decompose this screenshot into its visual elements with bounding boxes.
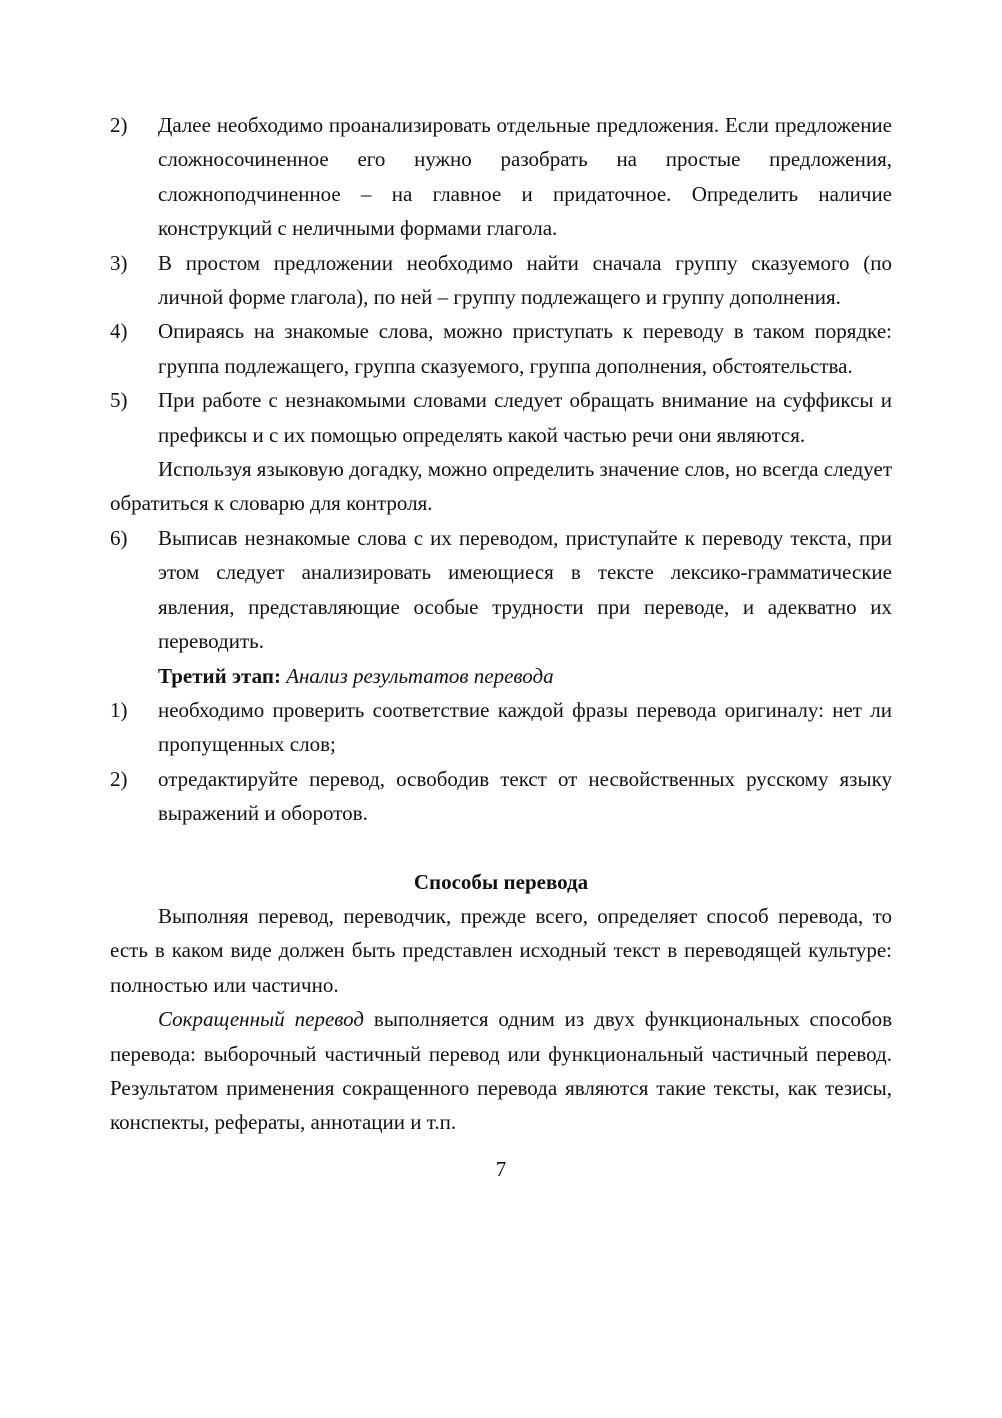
list-item (110, 521, 892, 659)
list-item (110, 383, 892, 452)
list-item-text: В простом предложении необходимо найти сначала группу сказуемого (по личной форме глагола), по ней – группу подлежащего и группу дополнения. (158, 250, 892, 310)
list-item-text: Далее необходимо проанализировать отдельные предложения. Если предложение сложносочиненное его нужно разобрать на простые предложения, сложноподчиненное – на главное и придаточное. Определить наличие конструкций с неличными формами глагола. (158, 113, 892, 241)
term-abridged-translation: Сокращенный перевод (158, 1007, 364, 1032)
page-number: 7 (495, 1156, 507, 1181)
list-item-text: При работе с незнакомыми словами следует обращать внимание на суффиксы и префиксы и с их помощью определять какой частью речи они являются. (158, 388, 892, 447)
list-item-text: необходимо проверить соответствие каждой фразы перевода оригиналу: нет ли пропущенных слов; (158, 697, 892, 757)
stage-heading (110, 659, 892, 693)
paragraph-translation-methods: Выполняя перевод, переводчик, прежде всего, определяет способ перевода, то есть в каком виде должен быть представлен исходный текст в переводящей культуре: полностью или частично. (110, 903, 892, 997)
stage-title: Анализ результатов перевода (286, 663, 554, 688)
document-page (110, 108, 892, 1186)
paragraph-language-guess: Используя языковую догадку, можно определить значение слов, но всегда следует обратиться к словарю для контроля. (110, 457, 892, 516)
list-item-number: 1) (110, 697, 128, 722)
list-item-number: 2) (110, 113, 128, 137)
stage-label: Третий этап: (158, 663, 281, 688)
list-item-number: 2) (110, 766, 128, 791)
list-item-text: Выписав незнакомые слова с их переводом, приступайте к переводу текста, при этом следует анализировать имеющиеся в тексте лексико-грамматические явления, представляющие особые трудности при переводе, и адекватно их переводить. (158, 525, 892, 654)
list-item (110, 246, 892, 315)
list-item (110, 693, 892, 762)
list-item-number: 6) (110, 525, 128, 550)
paragraph-abridged-translation (110, 1002, 892, 1140)
list-item (110, 108, 892, 246)
list-item-text: отредактируйте перевод, освободив текст от несвойственных русскому языку выражений и оборотов. (158, 766, 892, 826)
list-item (110, 314, 892, 383)
list-item-number: 4) (110, 319, 128, 344)
list-item (110, 762, 892, 831)
list-item-number: 5) (110, 388, 128, 413)
section-heading: Способы перевода (413, 869, 589, 894)
paragraph-abridged-text: выполняется одним из двух функциональных способов перевода: выборочный частичный перевод или функциональный частичный перевод. Результатом применения сокращенного перевода являются такие тексты, как тезисы, конспекты, рефераты, аннотации и т.п. (110, 1007, 893, 1135)
list-item-number: 3) (110, 250, 128, 275)
list-item-text: Опираясь на знакомые слова, можно приступать к переводу в таком порядке: группа подлежащего, группа сказуемого, группа дополнения, обстоятельства. (158, 319, 892, 378)
